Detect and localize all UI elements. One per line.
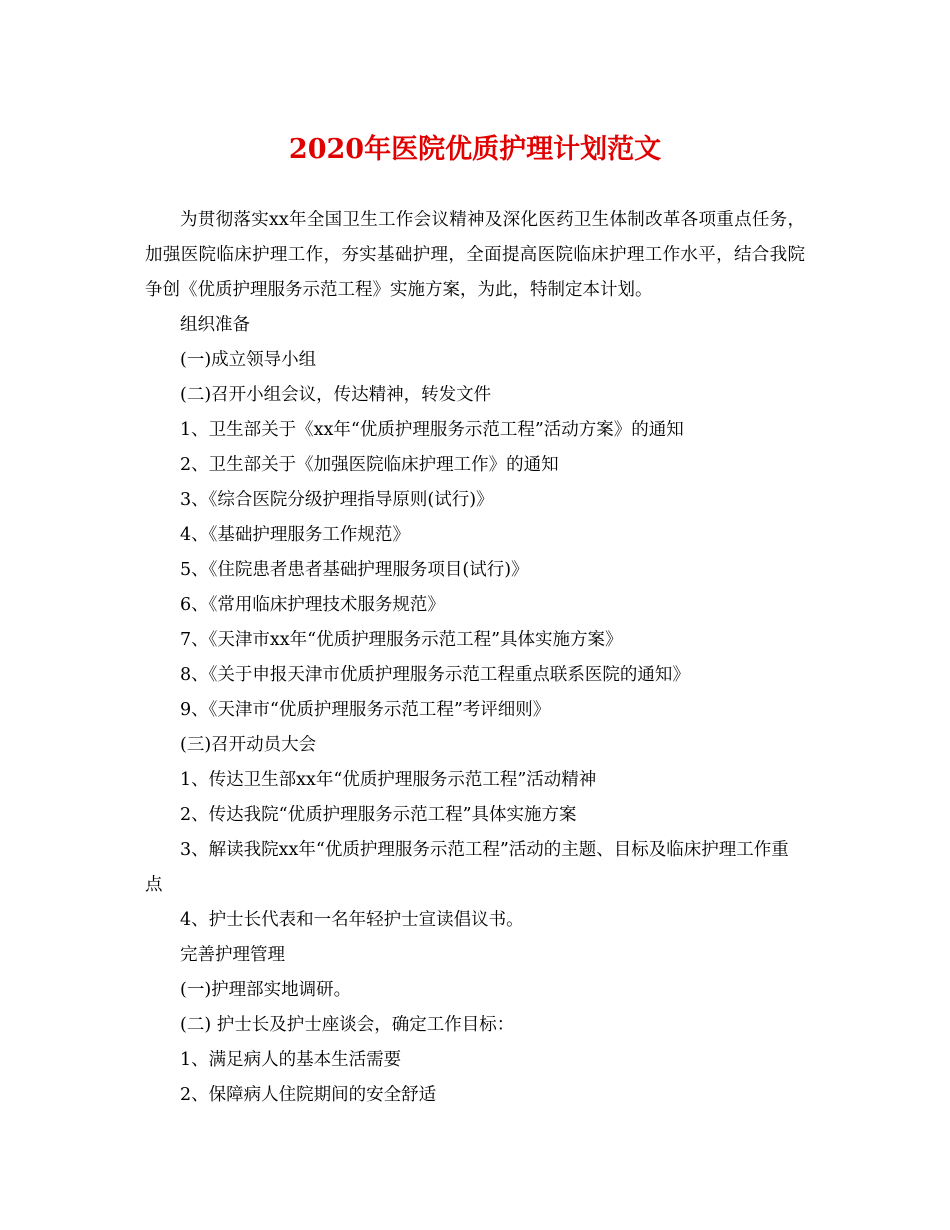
document-title: 2020年医院优质护理计划范文	[288, 134, 662, 165]
list-item: 2、卫生部关于《加强医院临床护理工作》的通知	[180, 455, 559, 475]
subsection-heading: (一)护理部实地调研。	[180, 980, 352, 1000]
list-item: 8、《关于申报天津市优质护理服务示范工程重点联系医院的通知》	[180, 665, 690, 685]
list-item: 1、满足病人的基本生活需要	[180, 1050, 402, 1070]
subsection-heading: (二) 护士长及护士座谈会，确定工作目标：	[180, 1015, 515, 1035]
list-item: 2、传达我院“优质护理服务示范工程”具体实施方案	[180, 805, 577, 825]
list-item: 3、解读我院xx年“优质护理服务示范工程”活动的主题、目标及临床护理工作重点	[145, 840, 789, 895]
list-item: 1、卫生部关于《xx年“优质护理服务示范工程”活动方案》的通知	[180, 420, 684, 440]
list-item: 4、《基础护理服务工作规范》	[180, 525, 410, 545]
section-heading-organization: 组织准备	[180, 315, 250, 335]
list-item: 5、《住院患者患者基础护理服务项目(试行)》	[180, 560, 529, 580]
subsection-heading: (二)召开小组会议，传达精神，转发文件	[180, 385, 492, 405]
list-item: 2、保障病人住院期间的安全舒适	[180, 1085, 437, 1105]
list-item: 6、《常用临床护理技术服务规范》	[180, 595, 445, 615]
list-item: 3、《综合医院分级护理指导原则(试行)》	[180, 490, 494, 510]
list-item: 7、《天津市xx年“优质护理服务示范工程”具体实施方案》	[180, 630, 623, 650]
list-item: 1、传达卫生部xx年“优质护理服务示范工程”活动精神	[180, 770, 597, 790]
list-item: 4、护士长代表和一名年轻护士宣读倡议书。	[180, 910, 524, 930]
document-body	[145, 203, 805, 1113]
intro-paragraph: 为贯彻落实xx年全国卫生工作会议精神及深化医药卫生体制改革各项重点任务，加强医院临床护理工作，夯实基础护理，全面提高医院临床护理工作水平，结合我院争创《优质护理服务示范工程》实施方案，为此，特制定本计划。	[145, 210, 805, 300]
subsection-heading: (一)成立领导小组	[180, 350, 317, 370]
section-heading-management: 完善护理管理	[180, 945, 285, 965]
subsection-heading: (三)召开动员大会	[180, 735, 317, 755]
list-item: 9、《天津市“优质护理服务示范工程”考评细则》	[180, 700, 551, 720]
